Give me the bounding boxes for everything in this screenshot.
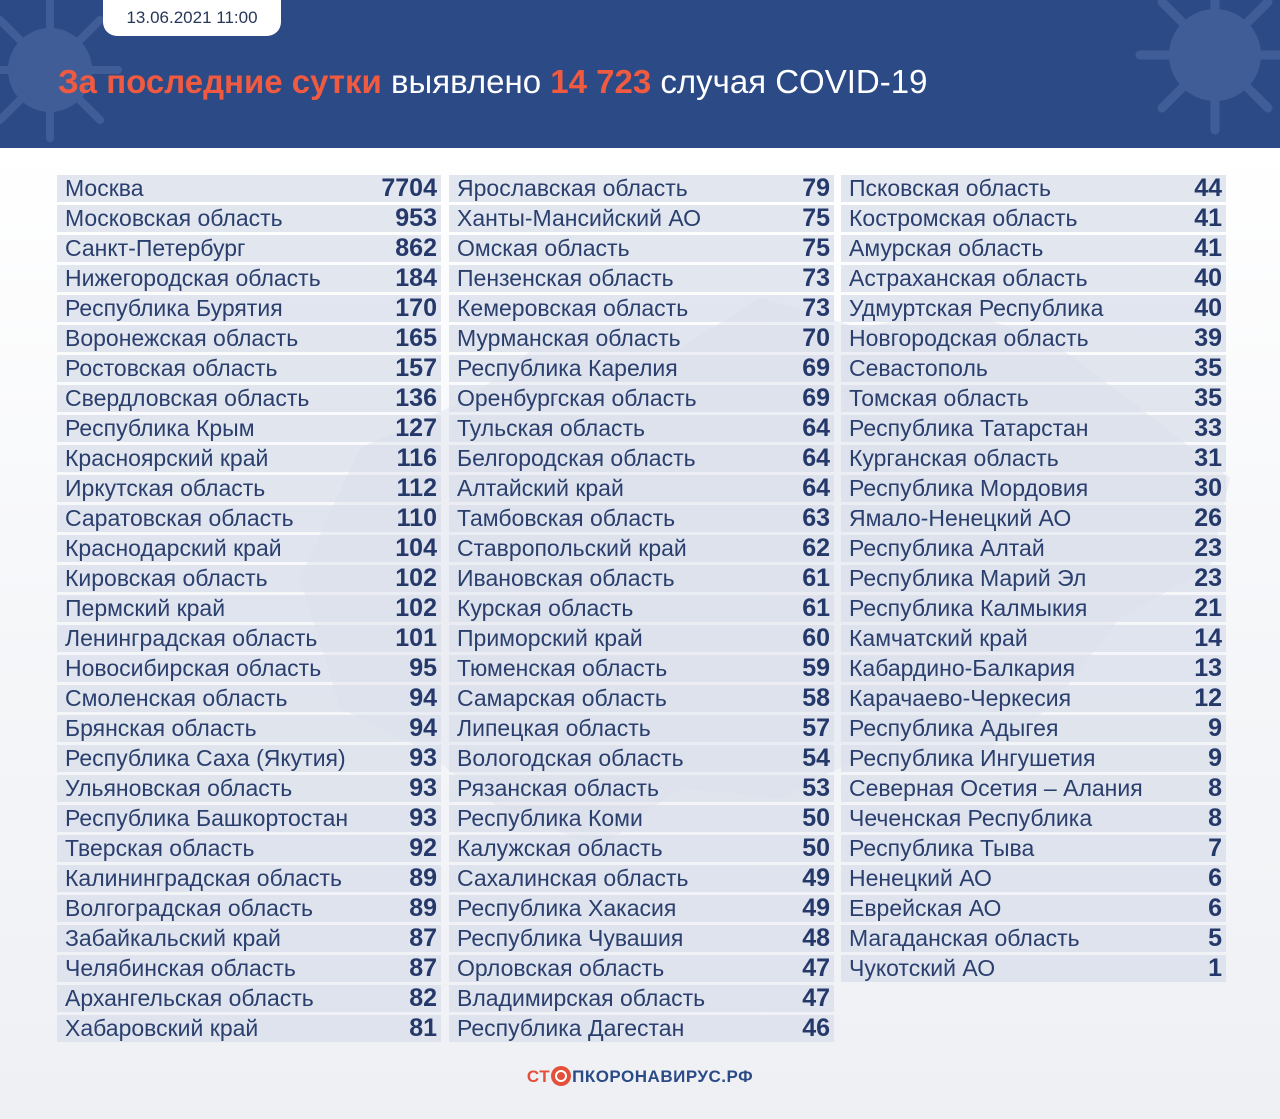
region-name: Краснодарский край <box>65 535 282 561</box>
region-name: Белгородская область <box>457 445 696 471</box>
region-row <box>57 475 441 502</box>
region-row <box>57 895 441 922</box>
region-case-count: 39 <box>1194 324 1222 352</box>
region-name: Хабаровский край <box>65 1015 259 1041</box>
region-row <box>57 565 441 592</box>
region-row <box>449 895 834 922</box>
region-row <box>841 955 1226 982</box>
region-case-count: 102 <box>395 564 437 592</box>
region-case-count: 184 <box>395 264 437 292</box>
region-name: Республика Алтай <box>849 535 1045 561</box>
region-row <box>841 745 1226 772</box>
region-case-count: 73 <box>802 264 830 292</box>
region-case-count: 61 <box>802 564 830 592</box>
region-row <box>841 445 1226 472</box>
region-name: Оренбургская область <box>457 385 697 411</box>
region-case-count: 7 <box>1208 834 1222 862</box>
region-row <box>841 265 1226 292</box>
region-case-count: 1 <box>1208 954 1222 982</box>
region-name: Самарская область <box>457 685 667 711</box>
region-name: Чеченская Республика <box>849 805 1093 831</box>
region-case-count: 87 <box>409 954 437 982</box>
headline-accent: За последние сутки <box>58 63 382 100</box>
region-name: Удмуртская Республика <box>849 295 1104 321</box>
region-row <box>449 835 834 862</box>
region-case-count: 87 <box>409 924 437 952</box>
region-name: Кабардино-Балкария <box>849 655 1076 681</box>
region-name: Омская область <box>457 235 630 261</box>
region-name: Орловская область <box>457 955 665 981</box>
region-name: Республика Чувашия <box>457 925 684 951</box>
region-name: Республика Коми <box>457 805 643 831</box>
region-row <box>57 325 441 352</box>
region-row <box>57 295 441 322</box>
region-name: Кировская область <box>65 565 268 591</box>
region-row <box>57 535 441 562</box>
region-name: Новгородская область <box>849 325 1089 351</box>
region-row <box>841 805 1226 832</box>
region-name: Псковская область <box>849 175 1051 201</box>
region-case-count: 64 <box>802 444 830 472</box>
region-name: Ленинградская область <box>65 625 318 651</box>
region-name: Северная Осетия – Алания <box>849 775 1143 801</box>
region-name: Амурская область <box>849 235 1044 261</box>
region-case-count: 64 <box>802 474 830 502</box>
region-name: Тюменская область <box>457 655 668 681</box>
region-row <box>449 745 834 772</box>
region-case-count: 47 <box>802 954 830 982</box>
region-case-count: 63 <box>802 504 830 532</box>
region-name: Курская область <box>457 595 634 621</box>
region-name: Саратовская область <box>65 505 294 531</box>
region-case-count: 70 <box>802 324 830 352</box>
region-row <box>841 865 1226 892</box>
region-case-count: 40 <box>1194 264 1222 292</box>
region-row <box>449 655 834 682</box>
region-row <box>449 805 834 832</box>
region-row <box>449 235 834 262</box>
region-case-count: 7704 <box>381 174 437 202</box>
virus-ball-icon <box>551 1066 571 1086</box>
region-case-count: 110 <box>396 504 437 532</box>
region-name: Ульяновская область <box>65 775 293 801</box>
region-row <box>57 925 441 952</box>
region-name: Костромская область <box>849 205 1078 231</box>
region-row <box>57 205 441 232</box>
region-name: Воронежская область <box>65 325 299 351</box>
region-case-count: 82 <box>409 984 437 1012</box>
region-row <box>57 625 441 652</box>
region-name: Еврейская АО <box>849 895 1002 921</box>
region-case-count: 46 <box>802 1014 830 1042</box>
region-case-count: 102 <box>395 594 437 622</box>
region-case-count: 69 <box>802 384 830 412</box>
region-case-count: 165 <box>395 324 437 352</box>
region-name: Республика Мордовия <box>849 475 1089 501</box>
region-row <box>449 445 834 472</box>
column-3 <box>841 175 1226 985</box>
region-name: Ростовская область <box>65 355 278 381</box>
region-row <box>57 265 441 292</box>
region-row <box>449 685 834 712</box>
region-name: Челябинская область <box>65 955 296 981</box>
region-name: Ханты-Мансийский АО <box>457 205 702 231</box>
region-case-count: 953 <box>395 204 437 232</box>
region-row <box>841 775 1226 802</box>
region-row <box>449 205 834 232</box>
region-row <box>841 175 1226 202</box>
region-name: Иркутская область <box>65 475 266 501</box>
region-name: Республика Карелия <box>457 355 678 381</box>
region-case-count: 50 <box>802 804 830 832</box>
region-name: Республика Марий Эл <box>849 565 1087 591</box>
header-banner <box>0 0 1280 148</box>
region-row <box>57 835 441 862</box>
region-case-count: 13 <box>1194 654 1222 682</box>
region-name: Мурманская область <box>457 325 681 351</box>
region-name: Ямало-Ненецкий АО <box>849 505 1072 531</box>
region-row <box>57 235 441 262</box>
region-name: Республика Хакасия <box>457 895 677 921</box>
region-name: Забайкальский край <box>65 925 281 951</box>
region-name: Сахалинская область <box>457 865 689 891</box>
region-row <box>57 445 441 472</box>
region-row <box>57 745 441 772</box>
region-row <box>57 1015 441 1042</box>
region-row <box>57 505 441 532</box>
region-row <box>841 355 1226 382</box>
region-row <box>57 655 441 682</box>
region-name: Республика Дагестан <box>457 1015 685 1041</box>
region-row <box>449 295 834 322</box>
region-name: Алтайский край <box>457 475 624 501</box>
region-row <box>57 385 441 412</box>
region-case-count: 35 <box>1194 354 1222 382</box>
region-case-count: 53 <box>802 774 830 802</box>
region-case-count: 49 <box>802 894 830 922</box>
region-name: Республика Крым <box>65 415 255 441</box>
region-case-count: 8 <box>1208 804 1222 832</box>
region-name: Свердловская область <box>65 385 310 411</box>
region-row <box>841 235 1226 262</box>
region-name: Калужская область <box>457 835 663 861</box>
region-name: Ставропольский край <box>457 535 687 561</box>
region-case-count: 92 <box>409 834 437 862</box>
region-case-count: 101 <box>395 624 437 652</box>
region-row <box>57 175 441 202</box>
region-case-count: 64 <box>802 414 830 442</box>
region-name: Чукотский АО <box>849 955 996 981</box>
region-case-count: 59 <box>802 654 830 682</box>
region-row <box>449 565 834 592</box>
region-name: Калининградская область <box>65 865 342 891</box>
region-row <box>57 595 441 622</box>
region-name: Новосибирская область <box>65 655 322 681</box>
region-case-count: 136 <box>395 384 437 412</box>
region-row <box>841 535 1226 562</box>
region-row <box>841 655 1226 682</box>
footer-logo <box>0 1066 1280 1087</box>
region-name: Курганская область <box>849 445 1059 471</box>
region-row <box>57 865 441 892</box>
region-row <box>841 415 1226 442</box>
region-name: Ярославская область <box>457 175 688 201</box>
region-name: Республика Саха (Якутия) <box>65 745 346 771</box>
region-row <box>449 175 834 202</box>
region-row <box>57 355 441 382</box>
region-row <box>841 835 1226 862</box>
region-case-count: 8 <box>1208 774 1222 802</box>
region-case-count: 41 <box>1194 234 1222 262</box>
region-case-count: 112 <box>396 474 437 502</box>
region-case-count: 157 <box>395 354 437 382</box>
region-case-count: 14 <box>1194 624 1222 652</box>
region-row <box>449 385 834 412</box>
region-name: Вологодская область <box>457 745 684 771</box>
region-case-count: 862 <box>395 234 437 262</box>
region-name: Камчатский край <box>849 625 1028 651</box>
region-name: Московская область <box>65 205 283 231</box>
region-case-count: 116 <box>396 444 437 472</box>
region-row <box>449 475 834 502</box>
region-name: Севастополь <box>849 355 988 381</box>
headline-number: 14 723 <box>550 63 652 100</box>
region-name: Томская область <box>849 385 1029 411</box>
region-case-count: 170 <box>395 294 437 322</box>
region-name: Смоленская область <box>65 685 288 711</box>
region-name: Владимирская область <box>457 985 706 1011</box>
region-case-count: 89 <box>409 864 437 892</box>
region-case-count: 81 <box>409 1014 437 1042</box>
region-case-count: 31 <box>1194 444 1222 472</box>
region-row <box>449 595 834 622</box>
region-case-count: 75 <box>802 204 830 232</box>
region-name: Волгоградская область <box>65 895 313 921</box>
region-case-count: 62 <box>802 534 830 562</box>
region-name: Нижегородская область <box>65 265 321 291</box>
headline-mid: выявлено <box>381 63 551 100</box>
region-name: Приморский край <box>457 625 643 651</box>
region-case-count: 48 <box>802 924 830 952</box>
region-name: Республика Тыва <box>849 835 1035 861</box>
region-row <box>449 535 834 562</box>
region-row <box>449 955 834 982</box>
page-title <box>58 58 927 106</box>
region-row <box>57 715 441 742</box>
region-case-count: 93 <box>409 774 437 802</box>
region-case-count: 93 <box>409 804 437 832</box>
region-name: Карачаево-Черкесия <box>849 685 1072 711</box>
region-row <box>841 895 1226 922</box>
region-row <box>449 865 834 892</box>
region-row <box>449 415 834 442</box>
region-name: Астраханская область <box>849 265 1088 291</box>
region-case-count: 9 <box>1208 744 1222 772</box>
region-case-count: 95 <box>409 654 437 682</box>
logo-prefix: СТ <box>526 1067 551 1086</box>
region-row <box>841 295 1226 322</box>
region-case-count: 104 <box>395 534 437 562</box>
region-row <box>841 595 1226 622</box>
region-case-count: 79 <box>802 174 830 202</box>
region-name: Республика Адыгея <box>849 715 1059 741</box>
region-row <box>449 925 834 952</box>
region-name: Красноярский край <box>65 445 269 471</box>
virus-decoration-icon <box>1130 0 1280 140</box>
region-name: Ненецкий АО <box>849 865 992 891</box>
region-case-count: 73 <box>802 294 830 322</box>
region-name: Республика Калмыкия <box>849 595 1088 621</box>
region-row <box>841 475 1226 502</box>
headline-tail: случая COVID-19 <box>651 63 928 100</box>
region-case-count: 12 <box>1194 684 1222 712</box>
column-2 <box>449 175 834 1045</box>
region-row <box>841 715 1226 742</box>
region-name: Пермский край <box>65 595 226 621</box>
region-name: Липецкая область <box>457 715 651 741</box>
region-case-count: 30 <box>1194 474 1222 502</box>
region-case-count: 6 <box>1208 894 1222 922</box>
region-name: Тверская область <box>65 835 255 861</box>
region-row <box>57 685 441 712</box>
region-row <box>57 415 441 442</box>
region-case-count: 61 <box>802 594 830 622</box>
region-case-count: 89 <box>409 894 437 922</box>
date-label: 13.06.2021 11:00 <box>103 0 281 36</box>
region-case-count: 5 <box>1208 924 1222 952</box>
region-name: Архангельская область <box>65 985 314 1011</box>
region-case-count: 49 <box>802 864 830 892</box>
region-row <box>841 205 1226 232</box>
region-row <box>449 355 834 382</box>
region-case-count: 6 <box>1208 864 1222 892</box>
region-case-count: 69 <box>802 354 830 382</box>
region-case-count: 50 <box>802 834 830 862</box>
region-case-count: 94 <box>409 684 437 712</box>
region-row <box>841 685 1226 712</box>
region-row <box>449 265 834 292</box>
region-name: Пензенская область <box>457 265 674 291</box>
region-case-count: 127 <box>395 414 437 442</box>
region-name: Тульская область <box>457 415 646 441</box>
region-case-count: 40 <box>1194 294 1222 322</box>
column-1 <box>57 175 441 1045</box>
region-name: Санкт-Петербург <box>65 235 246 261</box>
region-case-count: 94 <box>409 714 437 742</box>
region-row <box>57 775 441 802</box>
region-row <box>841 625 1226 652</box>
region-case-count: 26 <box>1194 504 1222 532</box>
region-case-count: 35 <box>1194 384 1222 412</box>
region-case-count: 75 <box>802 234 830 262</box>
region-case-count: 23 <box>1194 534 1222 562</box>
region-row <box>57 985 441 1012</box>
logo-text: ПКОРОНАВИРУС.РФ <box>572 1067 754 1086</box>
region-case-count: 57 <box>802 714 830 742</box>
region-name: Брянская область <box>65 715 257 741</box>
region-name: Москва <box>65 175 144 201</box>
region-name: Ивановская область <box>457 565 675 591</box>
region-row <box>449 1015 834 1042</box>
region-name: Республика Ингушетия <box>849 745 1096 771</box>
region-case-count: 33 <box>1194 414 1222 442</box>
region-row <box>449 625 834 652</box>
region-case-count: 23 <box>1194 564 1222 592</box>
region-row <box>449 775 834 802</box>
region-case-count: 21 <box>1194 594 1222 622</box>
region-row <box>449 715 834 742</box>
region-case-count: 44 <box>1194 174 1222 202</box>
region-name: Рязанская область <box>457 775 659 801</box>
region-case-count: 47 <box>802 984 830 1012</box>
region-row <box>841 505 1226 532</box>
region-name: Магаданская область <box>849 925 1080 951</box>
region-row <box>841 385 1226 412</box>
region-case-count: 41 <box>1194 204 1222 232</box>
region-name: Тамбовская область <box>457 505 676 531</box>
region-case-count: 58 <box>802 684 830 712</box>
region-case-count: 93 <box>409 744 437 772</box>
region-row <box>57 805 441 832</box>
region-name: Республика Бурятия <box>65 295 283 321</box>
region-name: Республика Татарстан <box>849 415 1089 441</box>
region-name: Республика Башкортостан <box>65 805 349 831</box>
region-row <box>841 925 1226 952</box>
region-row <box>449 325 834 352</box>
region-row <box>57 955 441 982</box>
region-case-count: 60 <box>802 624 830 652</box>
region-case-count: 9 <box>1208 714 1222 742</box>
region-row <box>841 565 1226 592</box>
region-row <box>841 325 1226 352</box>
region-row <box>449 505 834 532</box>
region-case-count: 54 <box>802 744 830 772</box>
region-name: Кемеровская область <box>457 295 689 321</box>
region-row <box>449 985 834 1012</box>
